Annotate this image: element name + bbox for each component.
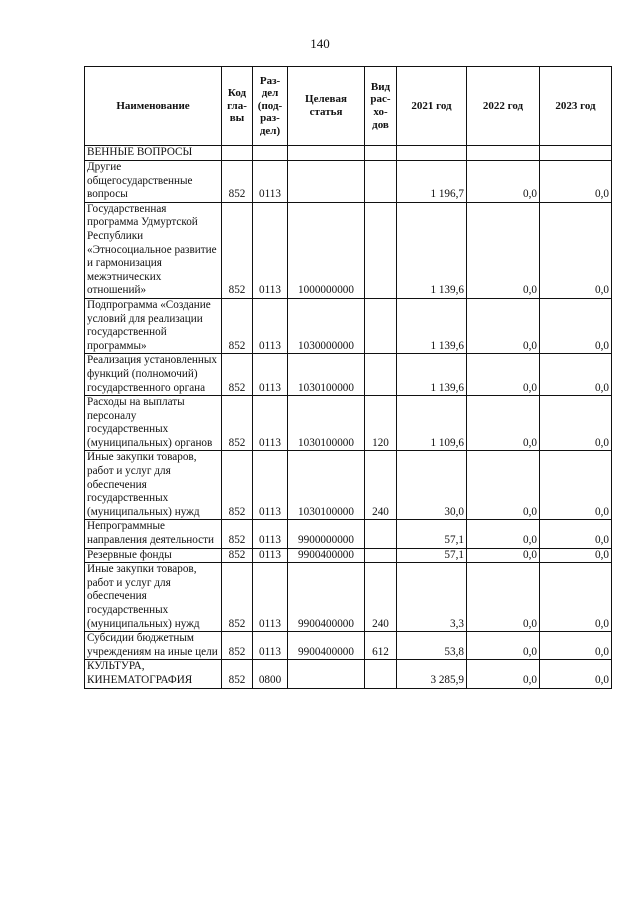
cell-razdel: 0113 <box>253 520 288 548</box>
cell-name: Реализация установленных функций (полномочий) государственного органа <box>85 354 222 396</box>
cell-vid <box>365 520 397 548</box>
table-row <box>85 632 612 660</box>
cell-code: 852 <box>222 396 253 451</box>
empty-cell <box>397 146 467 161</box>
table-row <box>85 202 612 298</box>
cell-code: 852 <box>222 202 253 298</box>
cell-y2022: 0,0 <box>467 632 540 660</box>
cell-target: 1030100000 <box>288 396 365 451</box>
cell-razdel: 0113 <box>253 632 288 660</box>
cell-y2021: 57,1 <box>397 520 467 548</box>
cell-vid <box>365 660 397 688</box>
table-row <box>85 548 612 563</box>
cell-razdel: 0113 <box>253 202 288 298</box>
cell-y2022: 0,0 <box>467 161 540 203</box>
cell-razdel: 0113 <box>253 298 288 353</box>
cell-target: 1030100000 <box>288 451 365 520</box>
cell-vid <box>365 161 397 203</box>
cell-razdel: 0113 <box>253 161 288 203</box>
cell-vid: 612 <box>365 632 397 660</box>
cell-razdel: 0113 <box>253 451 288 520</box>
empty-cell <box>288 146 365 161</box>
cell-vid: 120 <box>365 396 397 451</box>
page-number: 140 <box>310 36 330 51</box>
cell-name: Иные закупки товаров, работ и услуг для обеспечения государственных (муниципальных) нужд <box>85 563 222 632</box>
cell-y2021: 1 139,6 <box>397 354 467 396</box>
empty-cell <box>365 146 397 161</box>
cell-y2022: 0,0 <box>467 451 540 520</box>
table-row <box>85 298 612 353</box>
cell-target: 9900400000 <box>288 563 365 632</box>
budget-table <box>84 66 612 689</box>
cell-code: 852 <box>222 298 253 353</box>
cell-y2023: 0,0 <box>540 520 612 548</box>
cell-y2022: 0,0 <box>467 202 540 298</box>
cell-y2021: 3,3 <box>397 563 467 632</box>
cell-name: Субсидии бюджетным учреждениям на иные цели <box>85 632 222 660</box>
cell-name: Подпрограмма «Создание условий для реализации государственной программы» <box>85 298 222 353</box>
header-razdel: Раз-дел (под-раз-дел) <box>253 67 288 146</box>
cell-y2023: 0,0 <box>540 202 612 298</box>
cell-y2022: 0,0 <box>467 520 540 548</box>
header-2021: 2021 год <box>397 67 467 146</box>
cell-name: Иные закупки товаров, работ и услуг для обеспечения государственных (муниципальных) нужд <box>85 451 222 520</box>
cell-y2021: 3 285,9 <box>397 660 467 688</box>
cell-name: КУЛЬТУРА, КИНЕМАТОГРАФИЯ <box>85 660 222 688</box>
cell-target <box>288 660 365 688</box>
cell-vid: 240 <box>365 563 397 632</box>
cell-target: 9900000000 <box>288 520 365 548</box>
cell-code: 852 <box>222 548 253 563</box>
cell-y2023: 0,0 <box>540 660 612 688</box>
cell-y2022: 0,0 <box>467 563 540 632</box>
cell-y2021: 1 109,6 <box>397 396 467 451</box>
header-2022: 2022 год <box>467 67 540 146</box>
table-row <box>85 396 612 451</box>
cell-name: Другие общегосударственные вопросы <box>85 161 222 203</box>
cell-code: 852 <box>222 520 253 548</box>
cell-y2023: 0,0 <box>540 298 612 353</box>
cell-vid <box>365 298 397 353</box>
cell-y2022: 0,0 <box>467 354 540 396</box>
section-row <box>85 146 612 161</box>
cell-razdel: 0800 <box>253 660 288 688</box>
cell-target: 1000000000 <box>288 202 365 298</box>
cell-vid <box>365 354 397 396</box>
cell-vid: 240 <box>365 451 397 520</box>
cell-code: 852 <box>222 632 253 660</box>
cell-y2023: 0,0 <box>540 161 612 203</box>
header-code: Код гла-вы <box>222 67 253 146</box>
cell-y2023: 0,0 <box>540 354 612 396</box>
cell-y2023: 0,0 <box>540 563 612 632</box>
cell-target: 9900400000 <box>288 548 365 563</box>
cell-y2023: 0,0 <box>540 451 612 520</box>
cell-y2023: 0,0 <box>540 396 612 451</box>
cell-code: 852 <box>222 451 253 520</box>
cell-razdel: 0113 <box>253 548 288 563</box>
cell-vid <box>365 548 397 563</box>
cell-y2021: 30,0 <box>397 451 467 520</box>
table-row <box>85 354 612 396</box>
cell-y2021: 1 139,6 <box>397 202 467 298</box>
cell-y2021: 57,1 <box>397 548 467 563</box>
cell-target: 9900400000 <box>288 632 365 660</box>
cell-name: Государственная программа Удмуртской Республики «Этносоциальное развитие и гармонизация межэтнических отношений» <box>85 202 222 298</box>
cell-razdel: 0113 <box>253 396 288 451</box>
cell-name: Резервные фонды <box>85 548 222 563</box>
empty-cell <box>222 146 253 161</box>
cell-name: Непрограммные направления деятельности <box>85 520 222 548</box>
cell-y2021: 53,8 <box>397 632 467 660</box>
cell-y2022: 0,0 <box>467 298 540 353</box>
header-name: Наименование <box>85 67 222 146</box>
cell-target: 1030000000 <box>288 298 365 353</box>
table-row <box>85 660 612 688</box>
cell-y2022: 0,0 <box>467 660 540 688</box>
header-target: Целевая статья <box>288 67 365 146</box>
header-row <box>85 67 612 146</box>
cell-y2021: 1 196,7 <box>397 161 467 203</box>
empty-cell <box>253 146 288 161</box>
cell-code: 852 <box>222 563 253 632</box>
table-row <box>85 161 612 203</box>
cell-razdel: 0113 <box>253 354 288 396</box>
cell-target: 1030100000 <box>288 354 365 396</box>
cell-y2022: 0,0 <box>467 396 540 451</box>
cell-target <box>288 161 365 203</box>
empty-cell <box>540 146 612 161</box>
cell-name: Расходы на выплаты персоналу государственных (муниципальных) органов <box>85 396 222 451</box>
table-row <box>85 520 612 548</box>
section-label: ВЕННЫЕ ВОПРОСЫ <box>85 146 222 161</box>
table-row <box>85 563 612 632</box>
cell-razdel: 0113 <box>253 563 288 632</box>
table-row <box>85 451 612 520</box>
cell-y2022: 0,0 <box>467 548 540 563</box>
cell-vid <box>365 202 397 298</box>
cell-y2023: 0,0 <box>540 632 612 660</box>
empty-cell <box>467 146 540 161</box>
cell-y2023: 0,0 <box>540 548 612 563</box>
cell-code: 852 <box>222 354 253 396</box>
cell-code: 852 <box>222 660 253 688</box>
cell-code: 852 <box>222 161 253 203</box>
header-2023: 2023 год <box>540 67 612 146</box>
cell-y2021: 1 139,6 <box>397 298 467 353</box>
header-vid: Вид рас-хо-дов <box>365 67 397 146</box>
